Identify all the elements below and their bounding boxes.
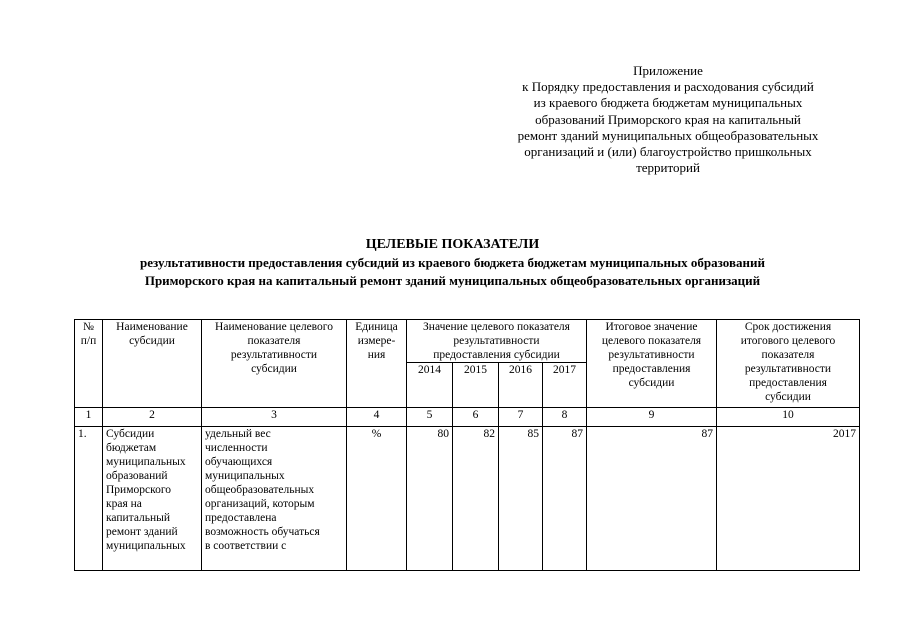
column-number: 10: [717, 408, 860, 427]
document-subtitle-line-1: результативности предоставления субсидий из краевого бюджета бюджетам муниципальных образований: [140, 255, 765, 270]
appendix-header: [478, 63, 858, 176]
header-target-value: Значение целевого показателя результативности предоставления субсидии: [407, 320, 587, 363]
row-value-2016: 85: [499, 427, 543, 571]
document-subtitle-line-2: Приморского края на капитальный ремонт зданий муниципальных общеобразовательных организаций: [144, 273, 761, 288]
column-number: 6: [453, 408, 499, 427]
column-number: 3: [202, 408, 347, 427]
column-number: 7: [499, 408, 543, 427]
appendix-line: территорий: [636, 160, 700, 176]
row-indicator-name: удельный вес численности обучающихся муниципальных общеобразовательных организаций, которым предоставлена возможность обучаться в соответствии с: [202, 427, 347, 571]
column-number: 1: [75, 408, 103, 427]
header-year: 2016: [499, 363, 543, 408]
header-year: 2015: [453, 363, 499, 408]
column-number: 9: [587, 408, 717, 427]
column-number: 4: [347, 408, 407, 427]
header-deadline: Срок достижения итогового целевого показателя результативности предоставления субсидии: [717, 320, 860, 408]
header-subsidy-name: Наименование субсидии: [103, 320, 202, 408]
header-final-value: Итоговое значение целевого показателя результативности предоставления субсидии: [587, 320, 717, 408]
row-subsidy-name: Субсидии бюджетам муниципальных образований Приморского края на капитальный ремонт зданий муниципальных: [103, 427, 202, 571]
row-final-value: 87: [587, 427, 717, 571]
indicators-table: [74, 319, 860, 571]
table-row: [75, 427, 860, 571]
row-value-2017: 87: [543, 427, 587, 571]
header-year: 2014: [407, 363, 453, 408]
row-num: 1.: [75, 427, 103, 571]
appendix-line: организаций и (или) благоустройство пришкольных: [524, 144, 812, 160]
header-year: 2017: [543, 363, 587, 408]
row-unit: %: [347, 427, 407, 571]
header-unit: Единица измере- ния: [347, 320, 407, 408]
column-number: 5: [407, 408, 453, 427]
appendix-line: ремонт зданий муниципальных общеобразовательных: [517, 127, 819, 143]
row-value-2014: 80: [407, 427, 453, 571]
row-deadline: 2017: [717, 427, 860, 571]
row-value-2015: 82: [453, 427, 499, 571]
appendix-line: образований Приморского края на капитальный: [535, 111, 801, 127]
column-number: 2: [103, 408, 202, 427]
document-title: ЦЕЛЕВЫЕ ПОКАЗАТЕЛИ: [365, 237, 540, 252]
appendix-line: к Порядку предоставления и расходования субсидий: [522, 79, 814, 95]
appendix-line: из краевого бюджета бюджетам муниципальных: [533, 95, 803, 111]
header-indicator-name: Наименование целевого показателя результативности субсидии: [202, 320, 347, 408]
appendix-line: Приложение: [633, 63, 703, 78]
column-number: 8: [543, 408, 587, 427]
header-num: № п/п: [75, 320, 103, 408]
